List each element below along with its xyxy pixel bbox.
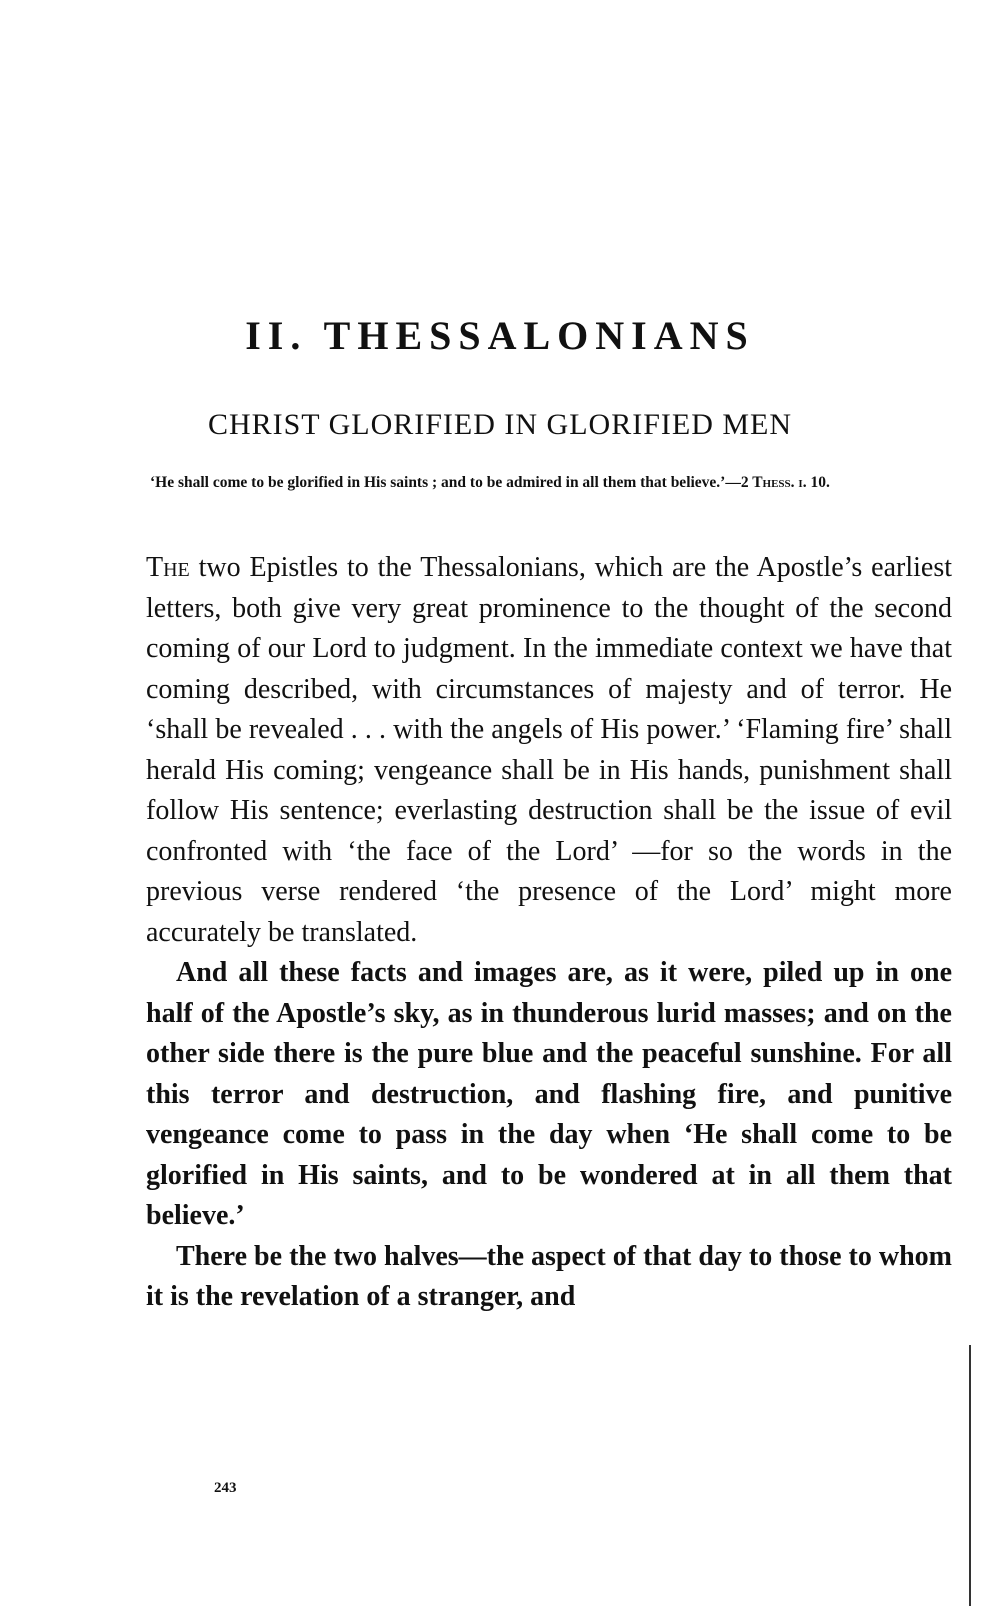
paragraph-2: And all these facts and images are, as it were, piled up in one half of the Apostle’s sky, as in thunderous lurid masses; and on the other side there is the pure blue and the peaceful sunshine. For all this terror and destruction, and flashing fire, and punitive vengeance come to pass in the day when ‘He shall come to be glorified in His saints, and to be wondered at in all them that believe.’: [146, 957, 952, 1231]
book-title: II. THESSALONIANS: [245, 313, 755, 358]
paragraph-3: There be the two halves—the aspect of that day to those to whom it is the revelation of a stranger, and: [146, 1240, 952, 1312]
paragraph-1-text: two Epistles to the Thessalonians, which are the Apostle’s earliest letters, both give very great prominence to the thought of the second coming of our Lord to judgment. In the immediate context we have that coming described, with circumstances of majesty and of terror. He ‘shall be revealed . . . with the angels of His power.’ ‘Flaming fire’ shall herald His coming; vengeance shall be in His hands, punishment shall follow His sentence; everlasting destruction shall be the issue of evil confronted with ‘the face of the Lord’ —for so the words in the previous verse rendered ‘the presence of the Lord’ might more accurately be translated.: [146, 552, 952, 948]
sermon-title: CHRIST GLORIFIED IN GLORIFIED MEN: [207, 408, 793, 441]
epigraph-quote: ‘He shall come to be glorified in His saints ; and to be admired in all them that believe.’: [150, 474, 726, 491]
epigraph: [150, 471, 980, 495]
paragraph-1-lead: The: [146, 552, 190, 583]
paragraph-1: [146, 548, 952, 953]
page-edge-line: [969, 1345, 971, 1606]
body-text: [146, 548, 952, 1318]
epigraph-reference: —2 Thess. i. 10.: [725, 474, 830, 491]
page-number: 243: [214, 1480, 237, 1496]
